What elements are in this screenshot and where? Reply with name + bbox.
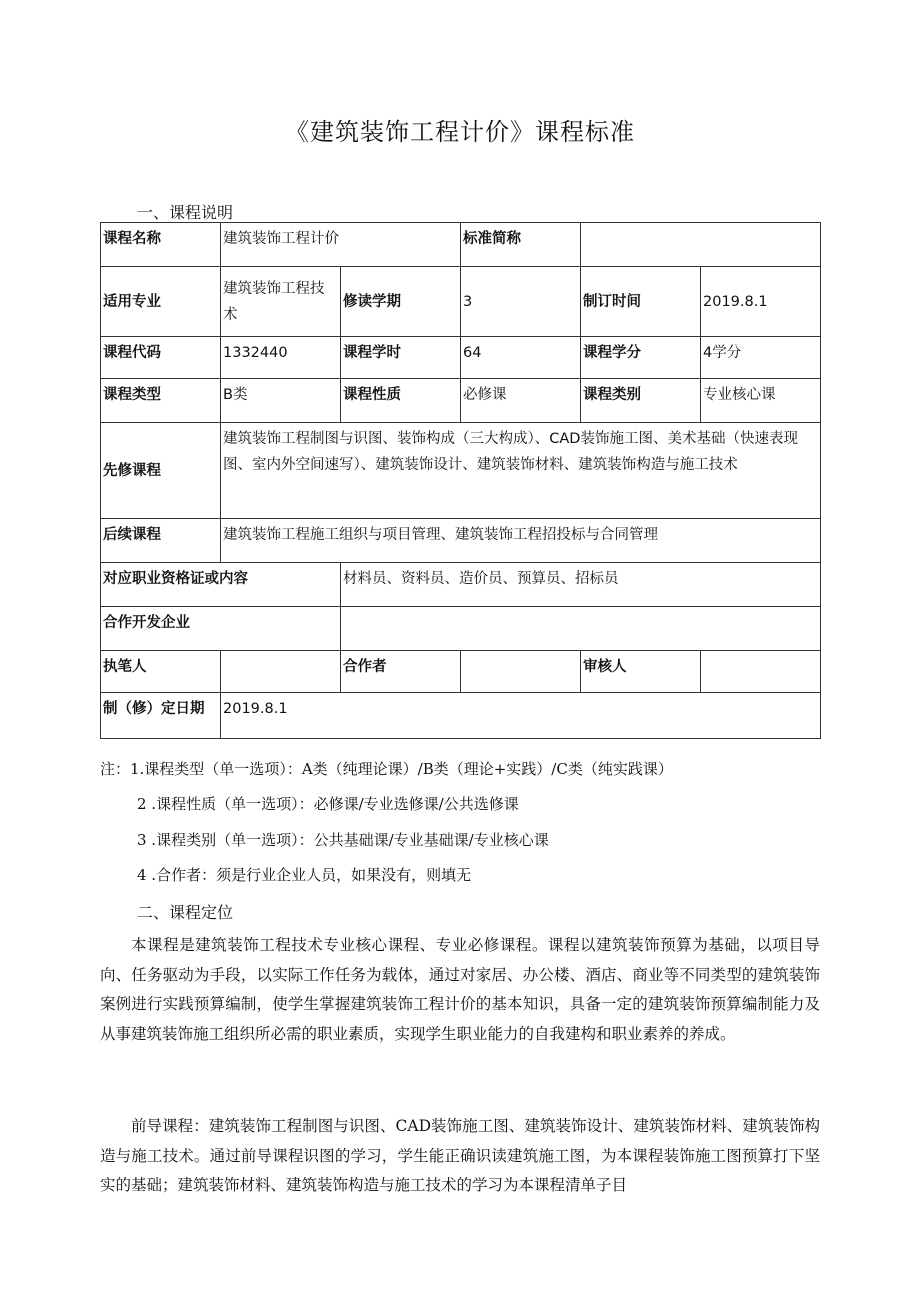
followup-value: 建筑装饰工程施工组织与项目管理、建筑装饰工程招投标与合同管理 (221, 519, 821, 563)
cooperator-label: 合作者 (341, 651, 461, 693)
category-label: 课程类别 (581, 379, 701, 423)
short-name-label: 标准简称 (461, 223, 581, 267)
revise-date-value: 2019.8.1 (221, 693, 821, 739)
credits-value: 4学分 (701, 337, 821, 379)
followup-label: 后续课程 (101, 519, 221, 563)
table-row (101, 607, 821, 651)
prereq-label: 先修课程 (101, 423, 221, 519)
course-name-label: 课程名称 (101, 223, 221, 267)
table-row (101, 651, 821, 693)
partner-label: 合作开发企业 (101, 607, 341, 651)
major-value: 建筑装饰工程技术 (221, 267, 341, 337)
note-line: 4 .合作者：须是行业企业人员，如果没有，则填无 (137, 866, 472, 884)
type-value: B类 (221, 379, 341, 423)
credits-label: 课程学分 (581, 337, 701, 379)
table-row (101, 267, 821, 337)
reviewer-label: 审核人 (581, 651, 701, 693)
table-row (101, 519, 821, 563)
table-row (101, 563, 821, 607)
made-time-label: 制订时间 (581, 267, 701, 337)
author-value (221, 651, 341, 693)
table-row (101, 379, 821, 423)
code-label: 课程代码 (101, 337, 221, 379)
code-value: 1332440 (221, 337, 341, 379)
short-name-value (581, 223, 821, 267)
table-row (101, 423, 821, 519)
note-line: 3 .课程类别（单一选项）：公共基础课/专业基础课/专业核心课 (137, 831, 549, 849)
revise-date-label: 制（修）定日期 (101, 693, 221, 739)
category-value: 专业核心课 (701, 379, 821, 423)
section-heading-1: 一、课程说明 (137, 203, 234, 222)
semester-label: 修读学期 (341, 267, 461, 337)
hours-label: 课程学时 (341, 337, 461, 379)
table-row (101, 693, 821, 739)
nature-value: 必修课 (461, 379, 581, 423)
section-heading-2: 二、课程定位 (137, 903, 234, 922)
table-row (101, 337, 821, 379)
nature-label: 课程性质 (341, 379, 461, 423)
partner-value (341, 607, 821, 651)
prereq-value: 建筑装饰工程制图与识图、装饰构成（三大构成）、CAD装饰施工图、美术基础（快速表现图、室内外空间速写）、建筑装饰设计、建筑装饰材料、建筑装饰构造与施工技术 (221, 423, 821, 519)
body-paragraph: 前导课程：建筑装饰工程制图与识图、CAD装饰施工图、建筑装饰设计、建筑装饰材料、建筑装饰构造与施工技术。通过前导课程识图的学习，学生能正确识读建筑施工图，为本课程装饰施工图预算打下坚实的基础；建筑装饰材料、建筑装饰构造与施工技术的学习为本课程清单子目 (100, 1117, 820, 1194)
hours-value: 64 (461, 337, 581, 379)
semester-value: 3 (461, 267, 581, 337)
reviewer-value (701, 651, 821, 693)
table-row (101, 223, 821, 267)
cert-value: 材料员、资料员、造价员、预算员、招标员 (341, 563, 821, 607)
made-time-value: 2019.8.1 (701, 267, 821, 337)
cooperator-value (461, 651, 581, 693)
major-label: 适用专业 (101, 267, 221, 337)
author-label: 执笔人 (101, 651, 221, 693)
cert-label: 对应职业资格证或内容 (101, 563, 341, 607)
body-paragraph: 本课程是建筑装饰工程技术专业核心课程、专业必修课程。课程以建筑装饰预算为基础，以项目导向、任务驱动为手段，以实际工作任务为载体，通过对家居、办公楼、酒店、商业等不同类型的建筑装饰案例进行实践预算编制，使学生掌握建筑装饰工程计价的基本知识，具备一定的建筑装饰预算编制能力及从事建筑装饰施工组织所必需的职业素质，实现学生职业能力的自我建构和职业素养的养成。 (100, 936, 820, 1043)
document-title: 《建筑装饰工程计价》课程标准 (285, 118, 635, 146)
course-info-table (100, 222, 821, 739)
note-line: 2 .课程性质（单一选项）：必修课/专业选修课/公共选修课 (137, 795, 519, 813)
note-line: 注：1.课程类型（单一选项）：A类（纯理论课）/B类（理论+实践）/C类（纯实践课） (100, 760, 673, 778)
course-name-value: 建筑装饰工程计价 (221, 223, 461, 267)
type-label: 课程类型 (101, 379, 221, 423)
